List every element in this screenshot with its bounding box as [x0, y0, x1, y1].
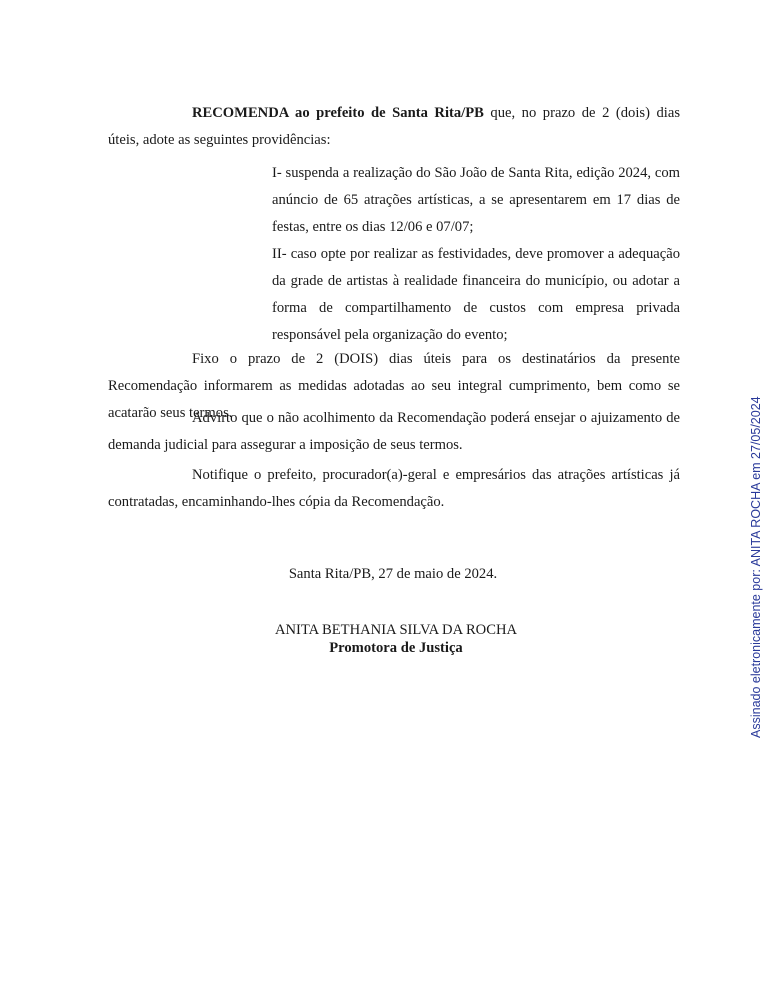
item-2: II- caso opte por realizar as festividades, deve promover a adequação da grade de artistas à realidade financeira do município, ou adotar a forma de compartilhamento de custos com empresa privada responsável pela organização do evento; [272, 246, 680, 343]
intro-paragraph [108, 100, 680, 154]
notify-paragraph: Notifique o prefeito, procurador(a)-geral e empresários das atrações artísticas já contratadas, encaminhando-lhes cópia da Recomendação. [108, 467, 680, 510]
stamp-text: Assinado eletronicamente por: ANITA ROCHA em 27/05/2024 [749, 396, 763, 738]
intro-lead: RECOMENDA ao prefeito de Santa Rita/PB [192, 105, 484, 121]
place-date: Santa Rita/PB, 27 de maio de 2024. [288, 566, 498, 582]
item-1: I- suspenda a realização do São João de Santa Rita, edição 2024, com anúncio de 65 atrações artísticas, a se apresentarem em 17 dias de festas, entre os dias 12/06 e 07/07; [272, 165, 680, 235]
electronic-signature-stamp [747, 396, 765, 738]
intro-rest: que, no prazo de 2 (dois) dias úteis, adote as seguintes providências: [108, 105, 680, 148]
signature-role: Promotora de Justiça [329, 640, 463, 656]
deadline-paragraph: Fixo o prazo de 2 (DOIS) dias úteis para os destinatários da presente Recomendação informarem as medidas adotadas ao seu integral cumprimento, bem como se acatarão seus termos. [108, 351, 680, 421]
signature-name: ANITA BETHANIA SILVA DA ROCHA [274, 622, 518, 638]
warning-paragraph: Advirto que o não acolhimento da Recomendação poderá ensejar o ajuizamento de demanda judicial para assegurar a imposição de seus termos. [108, 410, 680, 453]
